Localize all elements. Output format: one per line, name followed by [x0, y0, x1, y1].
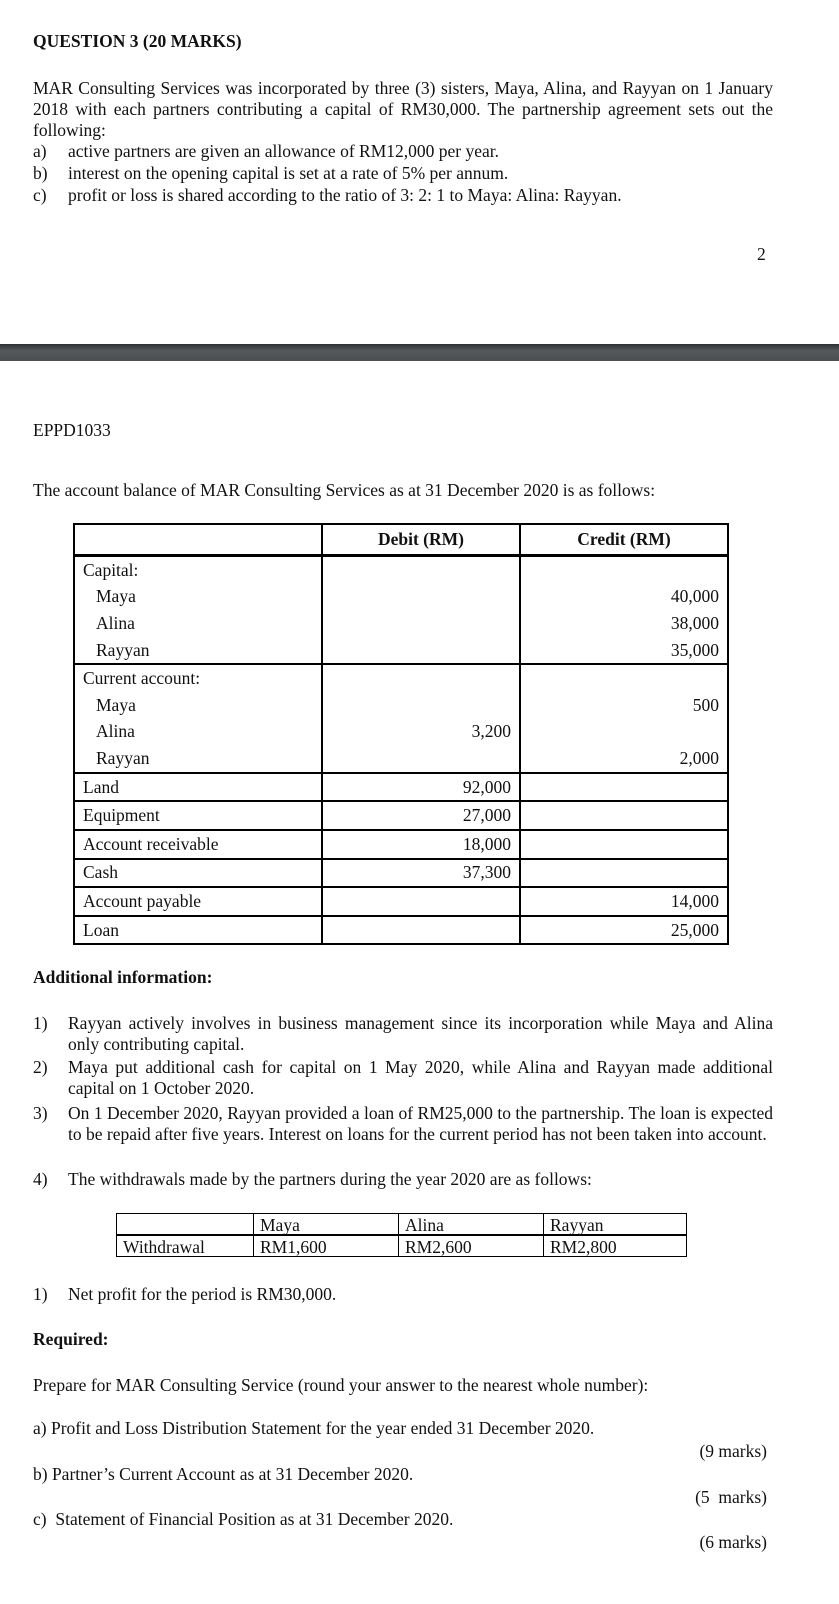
row-credit — [520, 664, 728, 692]
row-label: Maya — [74, 692, 322, 719]
list-text: interest on the opening capital is set at a rate of 5% per annum. — [68, 163, 509, 183]
table-row — [74, 664, 728, 692]
table-row — [74, 859, 728, 888]
row-label: Capital: — [74, 556, 322, 584]
list-marker: c) — [33, 185, 47, 205]
table-row — [74, 584, 728, 611]
table-row — [74, 610, 728, 637]
table-row — [74, 556, 728, 584]
row-credit — [520, 719, 728, 746]
row-credit: 35,000 — [520, 637, 728, 665]
row-label: Account receivable — [74, 830, 322, 859]
list-text: On 1 December 2020, Rayyan provided a loan of RM25,000 to the partnership. The loan is expected to be repaid after five years. Interest on loans for the current period has not been taken into account. — [68, 1103, 773, 1144]
row-debit — [322, 556, 520, 584]
intro-paragraph: MAR Consulting Services was incorporated by three (3) sisters, Maya, Alina, and Rayyan on 1 January 2018 with each partners contributing a capital of RM30,000. The partnership agreement sets out the following: — [33, 78, 773, 140]
table-row — [74, 745, 728, 773]
list-text: Maya put additional cash for capital on 1 May 2020, while Alina and Rayyan made additional capital on 1 October 2020. — [68, 1057, 773, 1098]
balance-intro: The account balance of MAR Consulting Services as at 31 December 2020 is as follows: — [33, 480, 656, 500]
table-row — [74, 887, 728, 916]
page-break-divider — [0, 344, 839, 361]
list-marker: 4) — [33, 1169, 48, 1189]
row-debit: 27,000 — [322, 801, 520, 830]
list-marker: 1) — [33, 1013, 48, 1033]
list-text: active partners are given an allowance of RM12,000 per year. — [68, 141, 500, 161]
row-label: Cash — [74, 859, 322, 888]
row-credit — [520, 830, 728, 859]
header-label — [74, 524, 322, 556]
required-item-a: a) Profit and Loss Distribution Statement for the year ended 31 December 2020. — [33, 1418, 595, 1438]
list-marker: 1) — [33, 1284, 48, 1304]
header-alina: Alina — [399, 1214, 544, 1236]
row-credit: 500 — [520, 692, 728, 719]
row-label: Equipment — [74, 801, 322, 830]
withdrawal-alina: RM2,600 — [399, 1235, 544, 1257]
list-text: profit or loss is shared according to the ratio of 3: 2: 1 to Maya: Alina: Rayyan. — [68, 185, 622, 205]
row-debit — [322, 610, 520, 637]
list-text: The withdrawals made by the partners during the year 2020 are as follows: — [68, 1169, 592, 1189]
list-text: Rayyan actively involves in business management since its incorporation while Maya and Alina only contributing capital. — [68, 1013, 773, 1054]
row-debit: 92,000 — [322, 773, 520, 802]
table-row — [74, 637, 728, 665]
header-blank — [117, 1214, 254, 1236]
row-credit: 38,000 — [520, 610, 728, 637]
course-code: EPPD1033 — [33, 420, 111, 440]
row-debit — [322, 745, 520, 773]
list-marker: b) — [33, 163, 48, 183]
row-label: Current account: — [74, 664, 322, 692]
list-marker: 3) — [33, 1103, 48, 1123]
marks-c: (6 marks) — [699, 1532, 767, 1552]
list-marker: a) — [33, 141, 47, 161]
row-credit: 2,000 — [520, 745, 728, 773]
table-row — [117, 1235, 687, 1257]
row-credit — [520, 556, 728, 584]
table-row — [74, 773, 728, 802]
list-marker: 2) — [33, 1057, 48, 1077]
row-label: Maya — [74, 584, 322, 611]
row-label: Alina — [74, 610, 322, 637]
row-credit: 40,000 — [520, 584, 728, 611]
marks-a: (9 marks) — [699, 1441, 767, 1461]
required-item-c: c) Statement of Financial Position as at 31 December 2020. — [33, 1509, 454, 1529]
withdrawal-maya: RM1,600 — [254, 1235, 399, 1257]
row-credit — [520, 773, 728, 802]
page-number: 2 — [757, 244, 766, 264]
question-title: QUESTION 3 (20 MARKS) — [33, 31, 242, 51]
withdrawal-rayyan: RM2,800 — [544, 1235, 687, 1257]
row-debit: 18,000 — [322, 830, 520, 859]
row-debit — [322, 637, 520, 665]
row-credit: 14,000 — [520, 887, 728, 916]
withdrawal-table — [116, 1213, 687, 1257]
row-debit — [322, 692, 520, 719]
row-debit — [322, 584, 520, 611]
header-credit: Credit (RM) — [520, 524, 728, 556]
table-row — [74, 916, 728, 945]
row-label: Rayyan — [74, 745, 322, 773]
row-label: Rayyan — [74, 637, 322, 665]
row-debit — [322, 664, 520, 692]
table-row — [74, 830, 728, 859]
required-item-b: b) Partner’s Current Account as at 31 December 2020. — [33, 1464, 414, 1484]
account-balance-table — [73, 523, 729, 945]
list-text: Net profit for the period is RM30,000. — [68, 1284, 337, 1304]
table-row — [74, 692, 728, 719]
marks-b: (5 marks) — [695, 1487, 767, 1507]
header-maya: Maya — [254, 1214, 399, 1236]
required-title: Required: — [33, 1329, 109, 1349]
row-debit — [322, 916, 520, 945]
row-label: Account payable — [74, 887, 322, 916]
table-header-row — [74, 524, 728, 556]
row-credit: 25,000 — [520, 916, 728, 945]
row-label: Withdrawal — [117, 1235, 254, 1257]
header-rayyan: Rayyan — [544, 1214, 687, 1236]
row-credit — [520, 859, 728, 888]
required-intro: Prepare for MAR Consulting Service (round your answer to the nearest whole number): — [33, 1375, 649, 1395]
table-row — [74, 801, 728, 830]
row-label: Alina — [74, 719, 322, 746]
row-label: Loan — [74, 916, 322, 945]
row-debit — [322, 887, 520, 916]
row-credit — [520, 801, 728, 830]
header-debit: Debit (RM) — [322, 524, 520, 556]
row-debit: 3,200 — [322, 719, 520, 746]
row-debit: 37,300 — [322, 859, 520, 888]
additional-info-title: Additional information: — [33, 967, 213, 987]
table-row — [74, 719, 728, 746]
table-header-row — [117, 1214, 687, 1236]
row-label: Land — [74, 773, 322, 802]
